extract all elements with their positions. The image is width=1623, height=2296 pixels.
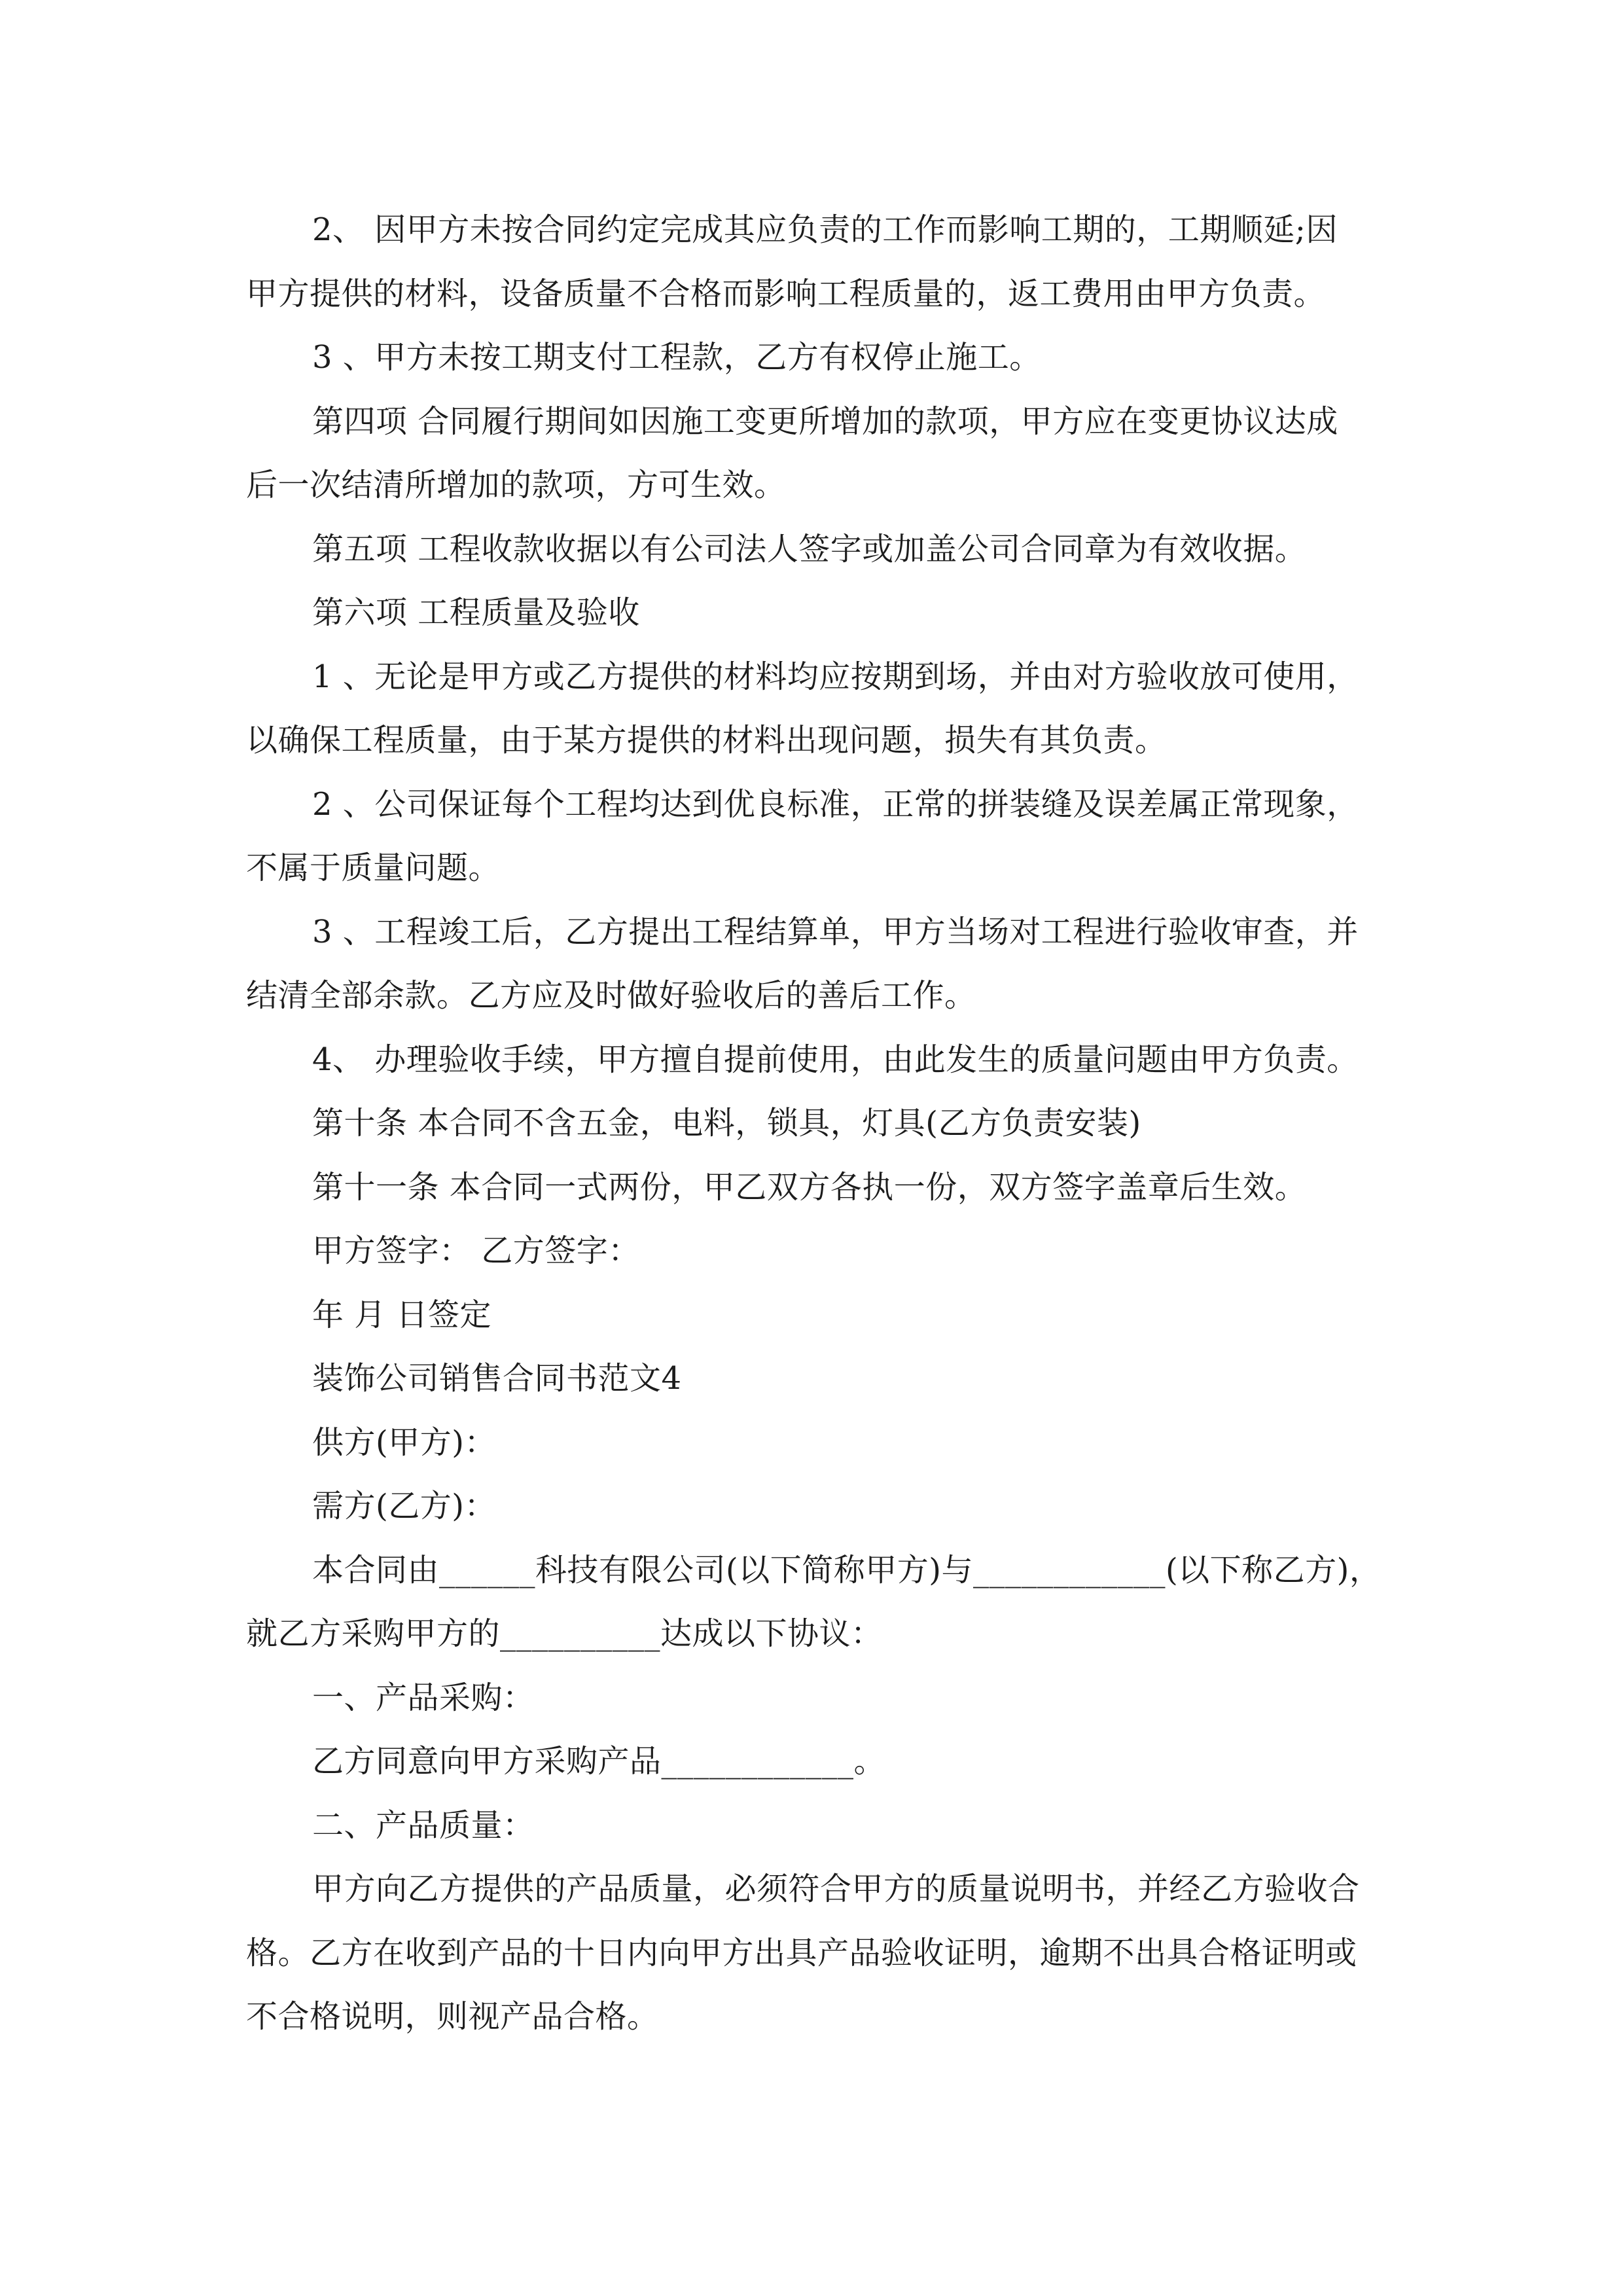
paragraph-line: 结清全部余款。乙方应及时做好验收后的善后工作。 — [246, 977, 976, 1014]
paragraph-line: 2 、公司保证每个工程均达到优良标准，正常的拼装缝及误差属正常现象， — [312, 785, 1359, 823]
paragraph-line: 乙方同意向甲方采购产品____________。 — [312, 1743, 886, 1780]
paragraph-line: 3 、甲方未按工期支付工程款，乙方有权停止施工。 — [312, 339, 1041, 376]
buyer-line: 需方(乙方)： — [312, 1488, 496, 1524]
paragraph-line: 4、 办理验收手续，甲方擅自提前使用，由此发生的质量问题由甲方负责。 — [312, 1041, 1359, 1078]
paragraph-line: 后一次结清所增加的款项，方可生效。 — [246, 467, 786, 503]
clause-heading-10: 第十条 本合同不含五金，电料，锁具，灯具(乙方负责安装) — [312, 1105, 1141, 1141]
paragraph-line: 2、 因甲方未按合同约定完成其应负责的工作而影响工期的，工期顺延;因 — [312, 211, 1338, 248]
section-heading-purchase: 一、产品采购： — [312, 1679, 535, 1716]
signature-line: 甲方签字： 乙方签字： — [312, 1232, 640, 1269]
paragraph-line: 3 、工程竣工后，乙方提出工程结算单，甲方当场对工程进行验收审查，并 — [312, 913, 1359, 950]
date-line: 年 月 日签定 — [312, 1296, 492, 1333]
section-heading-quality: 二、产品质量： — [312, 1806, 535, 1844]
clause-heading-11: 第十一条 本合同一式两份，甲乙双方各执一份，双方签字盖章后生效。 — [312, 1168, 1307, 1206]
paragraph-line: 不合格说明，则视产品合格。 — [246, 1998, 659, 2035]
paragraph-line: 本合同由______科技有限公司(以下简称甲方)与____________(以下称乙方)， — [312, 1551, 1382, 1588]
section-title: 装饰公司销售合同书范文4 — [312, 1360, 682, 1397]
supplier-line: 供方(甲方)： — [312, 1424, 496, 1461]
clause-heading-4: 第四项 合同履行期间如因施工变更所增加的款项，甲方应在变更协议达成 — [312, 403, 1338, 440]
paragraph-line: 甲方向乙方提供的产品质量，必须符合甲方的质量说明书，并经乙方验收合 — [312, 1871, 1360, 1907]
clause-heading-5: 第五项 工程收款收据以有公司法人签字或加盖公司合同章为有效收据。 — [312, 530, 1307, 567]
paragraph-line: 格。乙方在收到产品的十日内向甲方出具产品验收证明，逾期不出具合格证明或 — [246, 1934, 1357, 1971]
paragraph-line: 甲方提供的材料，设备质量不合格而影响工程质量的，返工费用由甲方负责。 — [246, 275, 1326, 312]
paragraph-line: 就乙方采购甲方的__________达成以下协议： — [246, 1615, 883, 1652]
paragraph-line: 不属于质量问题。 — [246, 850, 501, 886]
paragraph-line: 以确保工程质量，由于某方提供的材料出现问题，损失有其负责。 — [246, 722, 1167, 759]
clause-heading-6: 第六项 工程质量及验收 — [312, 594, 640, 631]
contract-text — [0, 198, 1623, 2049]
paragraph-line: 1 、无论是甲方或乙方提供的材料均应按期到场，并由对方验收放可使用， — [312, 658, 1359, 695]
